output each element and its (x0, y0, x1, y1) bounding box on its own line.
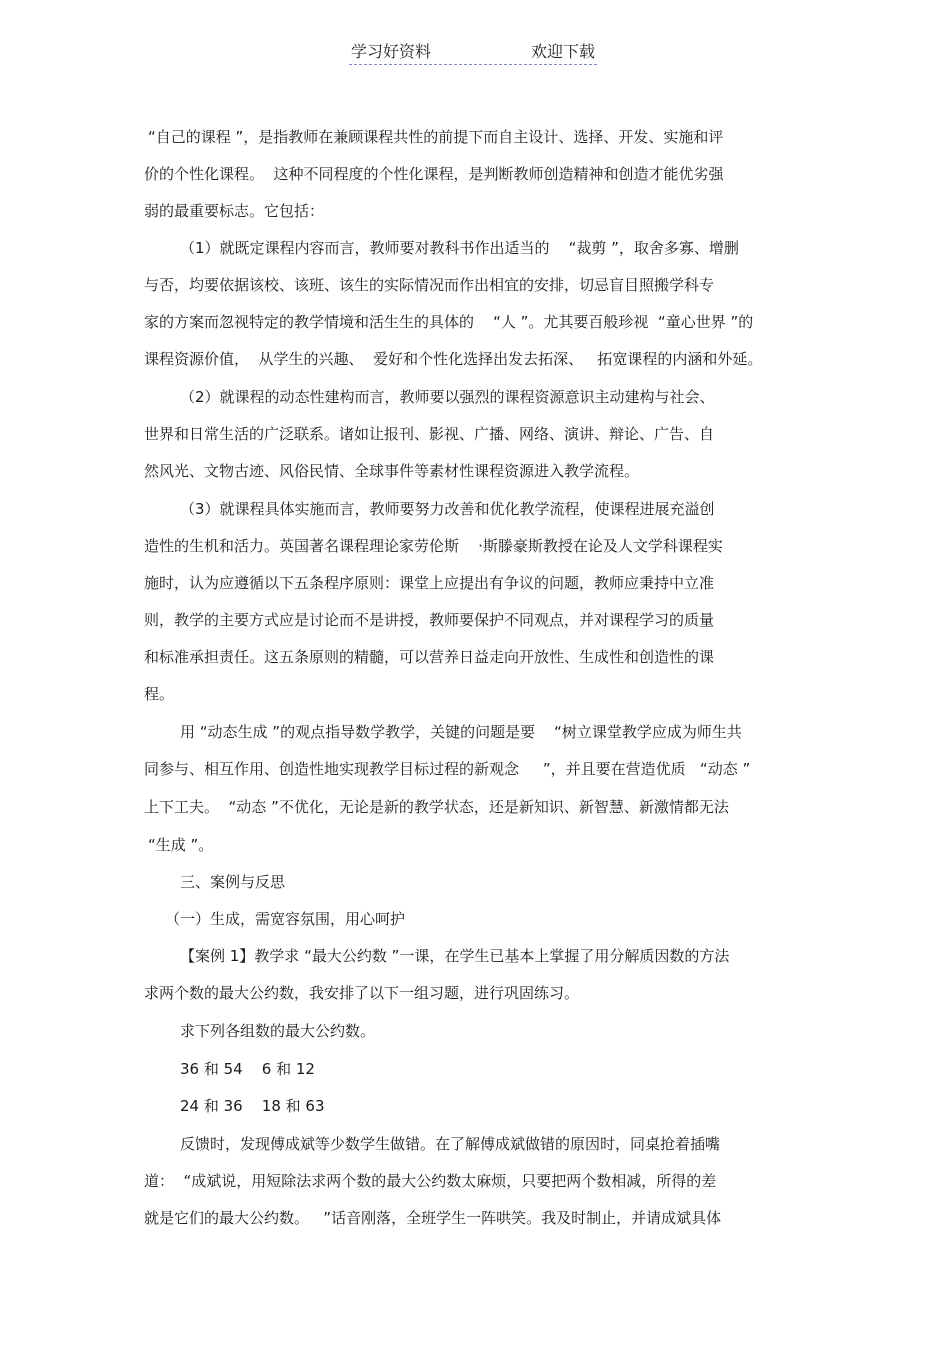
text-line: 然风光、文物古迹、风俗民情、全球事件等素材性课程资源进入教学流程。 (144, 462, 640, 480)
text-line: （2）就课程的动态性建构而言，教师要以强烈的课程资源意识主动建构与社会、 (180, 388, 715, 406)
text-line: “生成 ”。 (148, 836, 214, 854)
text-line: 【案例 1】教学求 “最大公约数 ”一课，在学生已基本上掌握了用分解质因数的方法 (180, 947, 730, 965)
subsection-heading: （一）生成，需宽容氛围，用心呵护 (165, 910, 406, 928)
text-line: 与否，均要依据该校、该班、该生的实际情况而作出相宜的安排，切忌盲目照搬学科专 (144, 276, 715, 294)
text-line: “自己的课程 ”，是指教师在兼顾课程共性的前提下而自主设计、选择、开发、实施和评 (148, 128, 724, 146)
text-line: 课程资源价值， 从学生的兴趣、 爱好和个性化选择出发去拓深、 拓宽课程的内涵和外延。 (144, 350, 763, 368)
text-line: （3）就课程具体实施而言，教师要努力改善和优化教学流程，使课程进展充溢创 (180, 500, 715, 518)
text-line: 道： “成斌说，用短除法求两个数的最大公约数太麻烦，只要把两个数相减，所得的差 (144, 1172, 717, 1190)
text-line: 求两个数的最大公约数，我安排了以下一组习题，进行巩固练习。 (144, 984, 580, 1002)
text-line: 同参与、相互作用、创造性地实现教学目标过程的新观念 ”，并且要在营造优质 “动态 ” (144, 760, 751, 778)
text-line: 上下工夫。 “动态 ”不优化，无论是新的教学状态，还是新知识、新智慧、新激情都无法 (144, 798, 729, 816)
text-line: 造性的生机和活力。英国著名课程理论家劳伦斯 ·斯滕豪斯教授在论及人文学科课程实 (144, 537, 723, 555)
text-line: （1）就既定课程内容而言，教师要对教科书作出适当的 “裁剪 ”，取舍多寡、增删 (180, 239, 739, 257)
exercise-line: 36 和 54 6 和 12 (180, 1060, 315, 1078)
header-right-text: 欢迎下载 (530, 42, 595, 61)
section-heading: 三、案例与反思 (180, 873, 286, 891)
text-line: 则，教学的主要方式应是讨论而不是讲授，教师要保护不同观点，并对课程学习的质量 (144, 611, 715, 629)
text-line: 家的方案而忽视特定的教学情境和活生生的具体的 “人 ”。尤其要百般珍视 “童心世界 ”的 (144, 313, 754, 331)
text-line: 用 “动态生成 ”的观点指导数学教学，关键的问题是要 “树立课堂教学应成为师生共 (180, 723, 742, 741)
text-line: 施时，认为应遵循以下五条程序原则：课堂上应提出有争议的问题，教师应秉持中立准 (144, 574, 715, 592)
text-line: 就是它们的最大公约数。 ”话音刚落，全班学生一阵哄笑。我及时制止，并请成斌具体 (144, 1209, 722, 1227)
header-left-text: 学习好资料 (351, 42, 432, 61)
text-line: 弱的最重要标志。它包括： (144, 202, 325, 220)
text-line: 程。 (144, 685, 175, 703)
text-line: 世界和日常生活的广泛联系。诸如让报刊、影视、广播、网络、演讲、辩论、广告、自 (144, 425, 715, 443)
text-line: 反馈时，发现傅成斌等少数学生做错。在了解傅成斌做错的原因时，同桌抢着插嘴 (180, 1135, 721, 1153)
text-line: 价的个性化课程。 这种不同程度的个性化课程，是判断教师创造精神和创造才能优劣强 (144, 165, 724, 183)
text-line: 和标准承担责任。这五条原则的精髓，可以营养日益走向开放性、生成性和创造性的课 (144, 648, 715, 666)
exercise-line: 24 和 36 18 和 63 (180, 1097, 325, 1115)
text-line: 求下列各组数的最大公约数。 (180, 1022, 376, 1040)
